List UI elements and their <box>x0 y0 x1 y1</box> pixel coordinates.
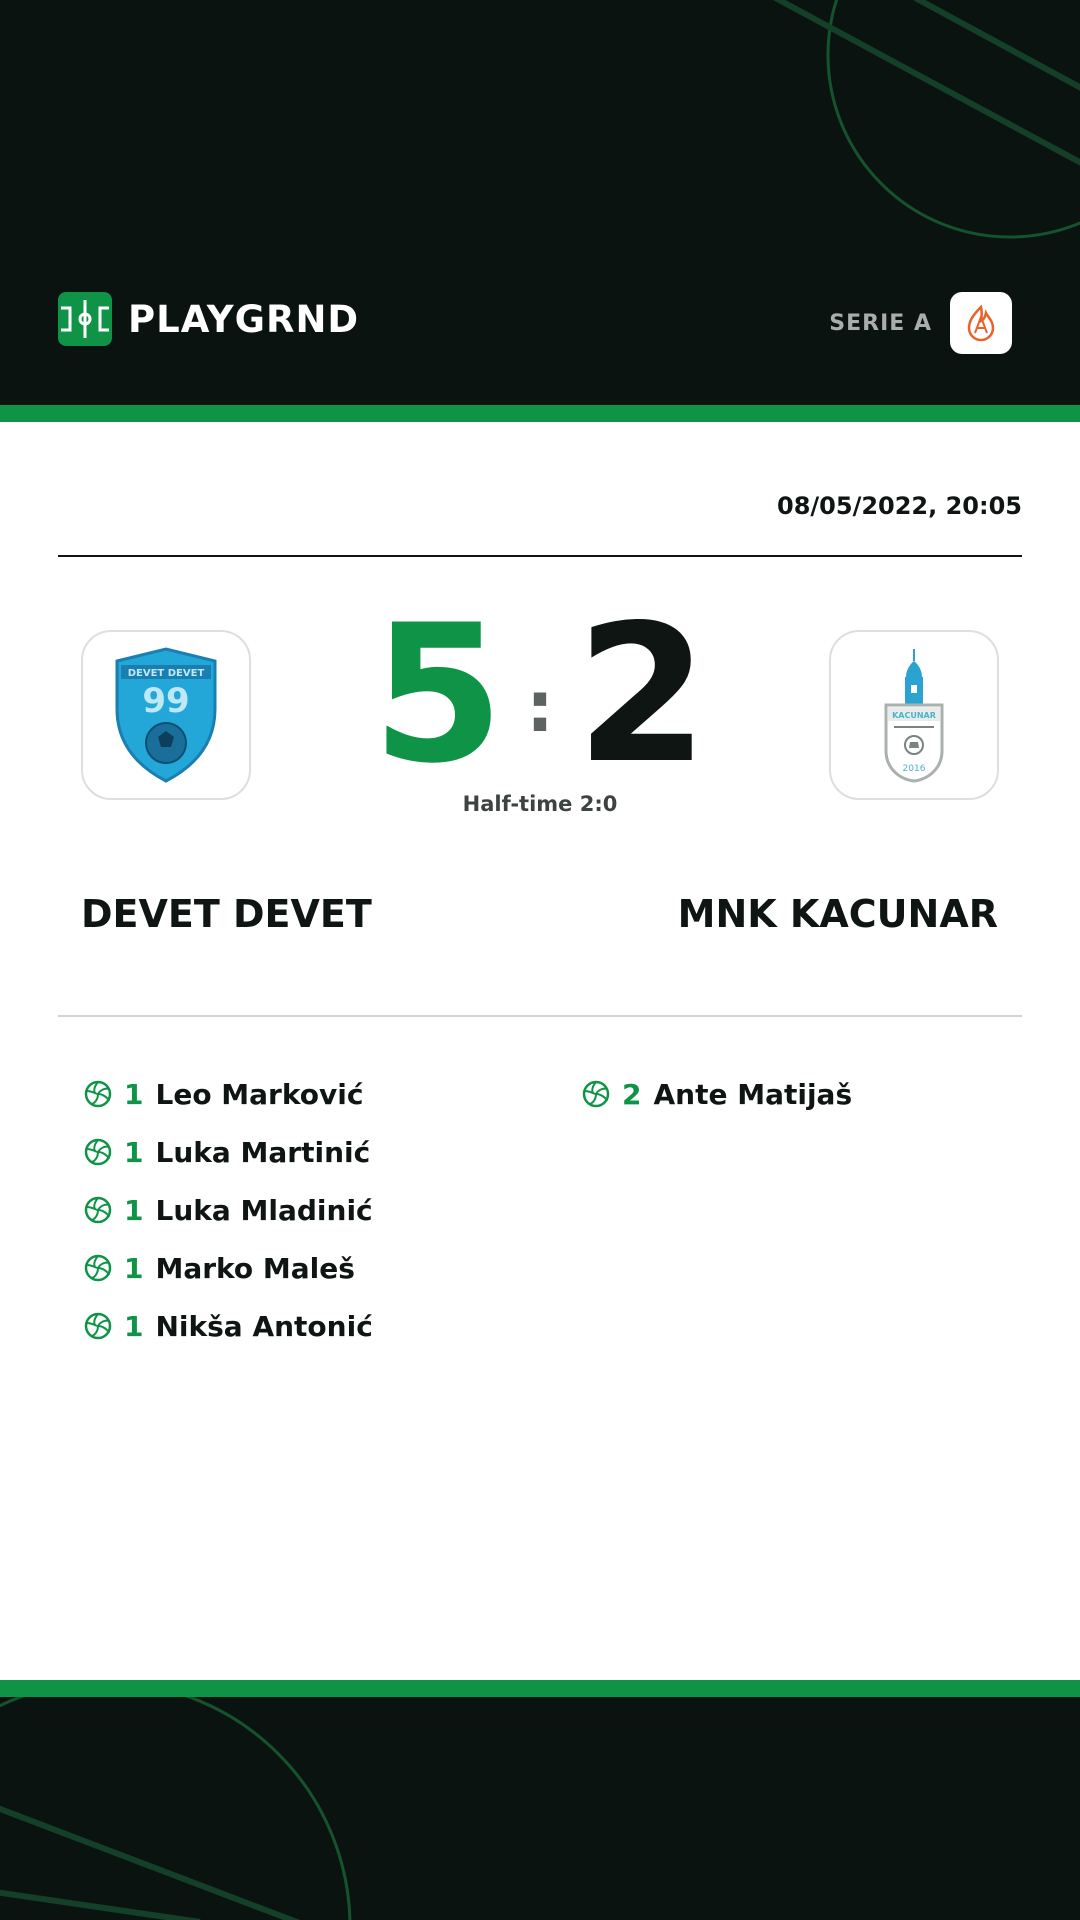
goal-count: 1 <box>124 1251 144 1285</box>
svg-text:99: 99 <box>142 681 190 721</box>
away-team-name: MNK KACUNAR <box>677 892 998 936</box>
ball-icon <box>582 1080 610 1108</box>
away-team-crest <box>829 630 999 800</box>
goal-count: 1 <box>124 1077 144 1111</box>
divider <box>58 555 1022 557</box>
scorer-row <box>84 1065 373 1123</box>
scorer-name: Leo Marković <box>155 1077 364 1111</box>
scorer-name: Luka Martinić <box>155 1135 371 1169</box>
home-scorers-list <box>84 1065 373 1355</box>
match-datetime: 08/05/2022, 20:05 <box>777 492 1022 520</box>
ball-icon <box>84 1196 112 1224</box>
ball-icon <box>84 1080 112 1108</box>
scorer-name: Nikša Antonić <box>155 1309 373 1343</box>
away-score: 2 <box>576 584 709 805</box>
accent-bar-top <box>0 405 1080 422</box>
pitch-icon <box>58 292 112 346</box>
goal-count: 1 <box>124 1193 144 1227</box>
scorer-name: Marko Maleš <box>155 1251 355 1285</box>
ball-icon <box>84 1254 112 1282</box>
brand <box>58 292 359 346</box>
goal-count: 1 <box>124 1309 144 1343</box>
brand-name: PLAYGRND <box>128 297 360 341</box>
footer-banner <box>0 1697 1080 1920</box>
league-info <box>829 292 1012 354</box>
svg-text:2016: 2016 <box>902 764 926 774</box>
halftime-score: Half-time 2:0 <box>462 792 618 816</box>
svg-text:KACUNAR: KACUNAR <box>892 711 936 720</box>
home-score: 5 <box>371 584 504 805</box>
scorer-row <box>582 1065 852 1123</box>
accent-bar-bottom <box>0 1680 1080 1697</box>
league-name: SERIE A <box>829 310 932 336</box>
league-flame-logo <box>950 292 1012 354</box>
header-banner <box>0 0 1080 405</box>
goal-count: 1 <box>124 1135 144 1169</box>
scorer-row <box>84 1297 373 1355</box>
devet-devet-crest <box>111 647 221 783</box>
scorer-row <box>84 1181 373 1239</box>
scorer-row <box>84 1123 373 1181</box>
scorer-name: Ante Matijaš <box>653 1077 853 1111</box>
divider-scorers <box>58 1015 1022 1017</box>
score-separator: : <box>526 666 554 748</box>
pitch-lines-decoration <box>0 1697 1080 1920</box>
ball-icon <box>84 1138 112 1166</box>
scorer-row <box>84 1239 373 1297</box>
home-team-crest <box>81 630 251 800</box>
goal-count: 2 <box>622 1077 642 1111</box>
scorer-name: Luka Mladinić <box>155 1193 373 1227</box>
svg-text:DEVET DEVET: DEVET DEVET <box>127 668 205 679</box>
mnk-kacunar-crest <box>874 647 954 783</box>
ball-icon <box>84 1312 112 1340</box>
away-scorers-list <box>582 1065 852 1123</box>
home-team-name: DEVET DEVET <box>81 892 372 936</box>
